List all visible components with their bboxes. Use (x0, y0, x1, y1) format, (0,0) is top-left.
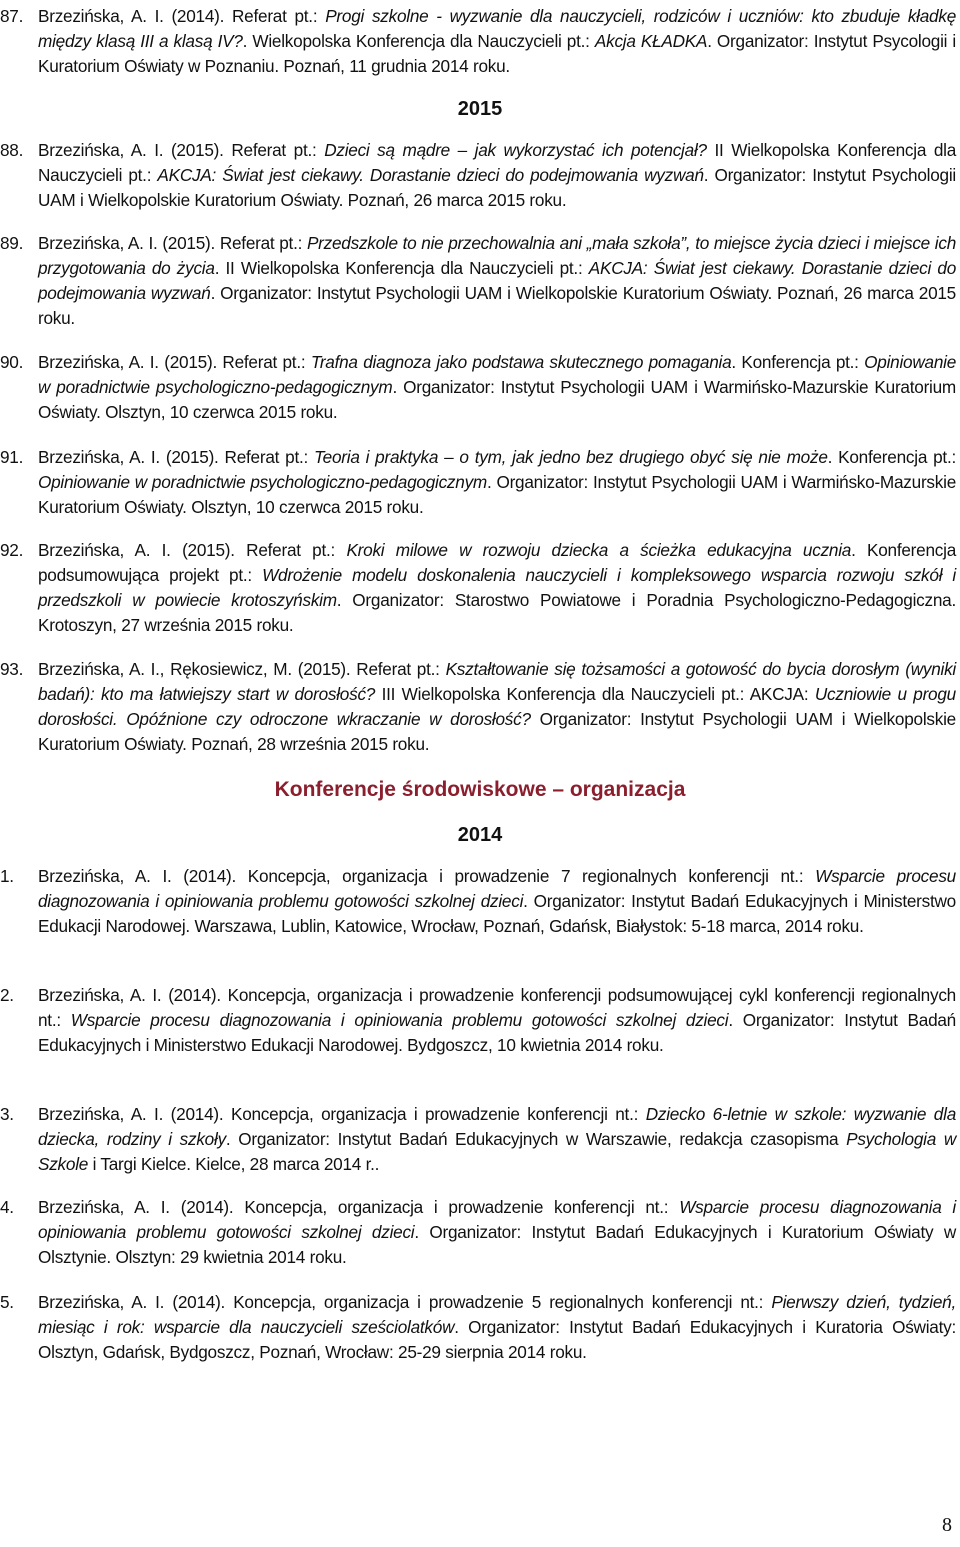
entry-number: 2. (0, 985, 14, 1005)
entry-text: Brzezińska, A. I. (2014). Koncepcja, organizacja i prowadzenie 7 regionalnych konferencji nt.: Wsparcie procesu diagnozowania i opiniowania problemu gotowości szkolnej dzieci. Organizator: Instytut Badań Edukacyjnych i Ministerstwo Edukacji Narodowej. Warszawa, Lublin, Katowice, Wrocław, Poznań, Gdańsk, Białystok: 5-18 marca, 2014 roku. (38, 866, 956, 936)
entry-number: 4. (0, 1197, 14, 1217)
list-item (0, 350, 956, 425)
entry-number: 1. (0, 866, 14, 886)
list-item (0, 1102, 956, 1177)
entry-text: Brzezińska, A. I. (2015). Referat pt.: Trafna diagnoza jako podstawa skutecznego pomagania. Konferencja pt.: Opiniowanie w poradnictwie psychologiczno-pedagogicznym. Organizator: Instytut Psychologii UAM i Warmińsko-Mazurskie Kuratorium Oświaty. Olsztyn, 10 czerwca 2015 roku. (38, 352, 957, 422)
list-item (0, 1195, 956, 1270)
list-item (0, 983, 956, 1058)
entry-number: 91. (0, 447, 24, 467)
entry-number: 5. (0, 1292, 14, 1312)
entry-text: Brzezińska, A. I. (2015). Referat pt.: Przedszkole to nie przechowalnia ani „mała szkoła”, to miejsce życia dzieci i miejsce ich przygotowania do życia. II Wielkopolska Konferencja dla Nauczycieli pt.: AKCJA: Świat jest ciekawy. Dorastanie dzieci do podejmowania wyzwań. Organizator: Instytut Psychologii UAM i Wielkopolskie Kuratorium Oświaty. Poznań, 26 marca 2015 roku. (38, 233, 957, 328)
list-item (0, 538, 956, 638)
entry-number: 87. (0, 6, 24, 26)
entry-text: Brzezińska, A. I. (2014). Koncepcja, organizacja i prowadzenie konferencji podsumowującej cykl konferencji regionalnych nt.: Wsparcie procesu diagnozowania i opiniowania problemu gotowości szkolnej dzieci. Organizator: Instytut Badań Edukacyjnych i Ministerstwo Edukacji Narodowej. Bydgoszcz, 10 kwietnia 2014 roku. (38, 985, 956, 1055)
entry-text: Brzezińska, A. I., Rękosiewicz, M. (2015). Referat pt.: Kształtowanie się tożsamości a gotowość do bycia dorosłym (wyniki badań): kto ma łatwiejszy start w dorosłość? III Wielkopolska Konferencja dla Nauczycieli pt.: AKCJA: Uczniowie u progu dorosłości. Opóźnione czy odroczone wkraczanie w dorosłość? Organizator: Instytut Psychologii UAM i Wielkopolskie Kuratorium Oświaty. Poznań, 28 września 2015 roku. (38, 659, 956, 754)
entry-text: Brzezińska, A. I. (2014). Koncepcja, organizacja i prowadzenie 5 regionalnych konferencji nt.: Pierwszy dzień, tydzień, miesiąc i rok: wsparcie dla nauczycieli sześciolatków. Organizator: Instytut Badań Edukacyjnych i Kuratoria Oświaty: Olsztyn, Gdańsk, Bydgoszcz, Poznań, Wrocław: 25-29 sierpnia 2014 roku. (38, 1292, 957, 1362)
entry-text: Brzezińska, A. I. (2014). Referat pt.: Progi szkolne - wyzwanie dla nauczycieli, rodziców i uczniów: kto zbuduje kładkę między klasą III a klasą IV?. Wielkopolska Konferencja dla Nauczycieli pt.: Akcja KŁADKA. Organizator: Instytut Psycologii i Kuratorium Oświaty w Poznaniu. Poznań, 11 grudnia 2014 roku. (38, 6, 957, 76)
list-item (0, 657, 956, 757)
entry-number: 88. (0, 140, 24, 160)
entry-text: Brzezińska, A. I. (2015). Referat pt.: Kroki milowe w rozwoju dziecka a ścieżka edukacyjna ucznia. Konferencja podsumowująca projekt pt.: Wdrożenie modelu doskonalenia nauczycieli i kompleksowego wsparcia rozwoju szkół i przedszkoli w powiecie krotoszyńskim. Organizator: Starostwo Powiatowe i Poradnia Psychologiczno-Pedagogiczna. Krotoszyn, 27 września 2015 roku. (38, 540, 956, 635)
list-item (0, 1290, 956, 1365)
list-item (0, 231, 956, 331)
page-number: 8 (942, 1514, 952, 1536)
section-heading-2015: 2015 (457, 98, 503, 120)
entry-text: Brzezińska, A. I. (2015). Referat pt.: Dzieci są mądre – jak wykorzystać ich potencjał? II Wielkopolska Konferencja dla Nauczycieli pt.: AKCJA: Świat jest ciekawy. Dorastanie dzieci do podejmowania wyzwań. Organizator: Instytut Psychologii UAM i Wielkopolskie Kuratorium Oświaty. Poznań, 26 marca 2015 roku. (38, 140, 957, 210)
entry-text: Brzezińska, A. I. (2014). Koncepcja, organizacja i prowadzenie konferencji nt.: Dziecko 6-letnie w szkole: wyzwanie dla dziecka, rodziny i szkoły. Organizator: Instytut Badań Edukacyjnych w Warszawie, redakcja czasopisma Psychologia w Szkole i Targi Kielce. Kielce, 28 marca 2014 r.. (38, 1104, 957, 1174)
entry-number: 3. (0, 1104, 14, 1124)
list-item (0, 864, 956, 939)
entry-number: 93. (0, 659, 24, 679)
list-item (0, 138, 956, 213)
entry-number: 90. (0, 352, 24, 372)
list-item (0, 4, 956, 79)
entry-number: 92. (0, 540, 24, 560)
entry-text: Brzezińska, A. I. (2014). Koncepcja, organizacja i prowadzenie konferencji nt.: Wsparcie procesu diagnozowania i opiniowania problemu gotowości szkolnej dzieci. Organizator: Instytut Badań Edukacyjnych i Kuratorium Oświaty w Olsztynie. Olsztyn: 29 kwietnia 2014 roku. (38, 1197, 957, 1267)
entry-number: 89. (0, 233, 24, 253)
entry-text: Brzezińska, A. I. (2015). Referat pt.: Teoria i praktyka – o tym, jak jedno bez drugiego obyć się nie może. Konferencja pt.: Opiniowanie w poradnictwie psychologiczno-pedagogicznym. Organizator: Instytut Psychologii UAM i Warmińsko-Mazurskie Kuratorium Oświaty. Olsztyn, 10 czerwca 2015 roku. (38, 447, 956, 517)
section-heading-conferences: Konferencje środowiskowe – organizacja (274, 778, 686, 801)
section-heading-2014: 2014 (457, 824, 503, 846)
list-item (0, 445, 956, 520)
